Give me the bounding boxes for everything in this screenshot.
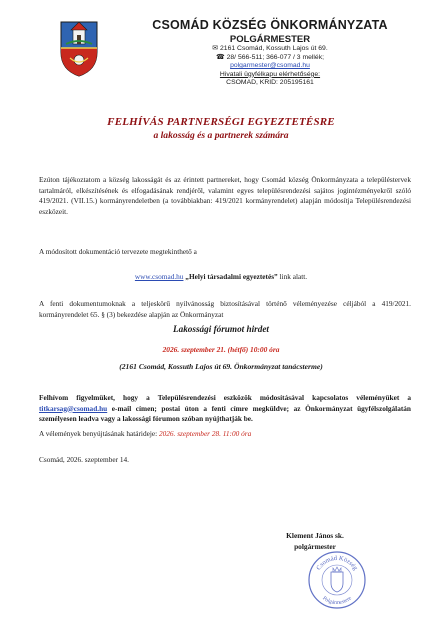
title-line-1: FELHÍVÁS PARTNERSÉGI EGYEZTETÉSRE — [107, 116, 335, 128]
forum-heading: Lakossági fórumot hirdet — [173, 324, 269, 334]
phone-text: 28/ 566-511; 366-077 / 3 mellék; — [226, 53, 324, 61]
paragraph-commenting: A fenti dokumentumoknak a teljeskörű nyilvánosság biztosításával történő véleményezése céljából a 419/2021. kormányrendelet 65. § (3) bekezdése alapján az Önkormányzat — [39, 299, 411, 319]
forum-place: (2161 Csomád, Kossuth Lajos út 69. Önkormányzat tanácsterme) — [119, 362, 323, 371]
email-line — [150, 62, 390, 71]
address-text: 2161 Csomád, Kossuth Lajos út 69. — [220, 45, 328, 52]
paragraph-viewing: A módosított dokumentáció tervezete megtekinthető a — [39, 247, 197, 256]
submission-text-b: e-mail címen; postai úton a fenti címre megküldve; az Önkormányzat ügyfélszolgálatán személyesen leadva vagy a lakossági fórumon szóban nyújthatják be. — [39, 403, 411, 424]
phone-icon: ☎ — [216, 53, 225, 61]
coat-of-arms-logo — [58, 18, 100, 78]
paragraph-deadline — [39, 429, 411, 440]
paragraph-submission — [39, 393, 411, 425]
signatory-name: Klement János sk. — [286, 531, 344, 540]
stamp-top-text: Csomád Község — [315, 554, 359, 572]
official-stamp — [307, 550, 367, 610]
title-line-2: a lakosság és a partnerek számára — [153, 130, 289, 141]
forum-date: 2026. szeptember 21. (hétfő) 10:00 óra — [162, 345, 280, 354]
address-line — [150, 45, 390, 54]
ugyfelkapu-text: Hivatali ügyfélkapu elérhetősége: — [219, 70, 321, 78]
document-title — [0, 116, 442, 141]
phone-line — [150, 54, 390, 63]
ugyfelkapu-line — [150, 71, 390, 80]
signatory-role: polgármester — [294, 541, 336, 551]
svg-text:Polgármestere — [321, 595, 353, 606]
deadline-date: 2026. szeptember 28. 11:00 óra — [158, 429, 252, 438]
paragraph-link — [0, 272, 442, 283]
submission-text-a: Felhívom figyelmüket, hogy a Településrendezési eszközök módosításával kapcsolatos véleményüket a — [39, 393, 411, 402]
place-and-date: Csomád, 2026. szeptember 14. — [39, 455, 129, 464]
organization-name: CSOMÁD KÖZSÉG ÖNKORMÁNYZATA — [152, 18, 388, 32]
website-link[interactable]: www.csomad.hu — [134, 272, 184, 281]
letterhead-role: POLGÁRMESTER — [229, 34, 311, 45]
krid-line: CSOMAD, KRID: 205195161 — [226, 79, 314, 87]
letterhead — [150, 18, 390, 88]
secretariat-email-link[interactable]: titkarsag@csomad.hu — [39, 403, 108, 413]
paragraph-intro: Ezúton tájékoztatom a község lakosságát és az érintett partnereket, hogy Csomád község Önkormányzata a településtervek tartalmáról, elkészítésének és elfogadásának rendjéről, valamint egyes településrendezési sajátos jogintézményekről szóló 419/2021. (VII.15.) kormányrendeletben (a továbbiakban: 419/2021 kormányrendelet) alapján módosítja Településrendezési eszközeit. — [39, 175, 411, 216]
deadline-label: A vélemények benyújtásának határideje: — [39, 429, 158, 438]
envelope-icon: ✉ — [212, 45, 219, 52]
stamp-bottom-text: Polgármestere — [321, 595, 353, 607]
section-name: „Helyi társadalmi egyeztetés” — [185, 272, 278, 281]
link-suffix: link alatt. — [279, 272, 308, 281]
email-link[interactable]: polgarmester@csomad.hu — [230, 62, 310, 70]
